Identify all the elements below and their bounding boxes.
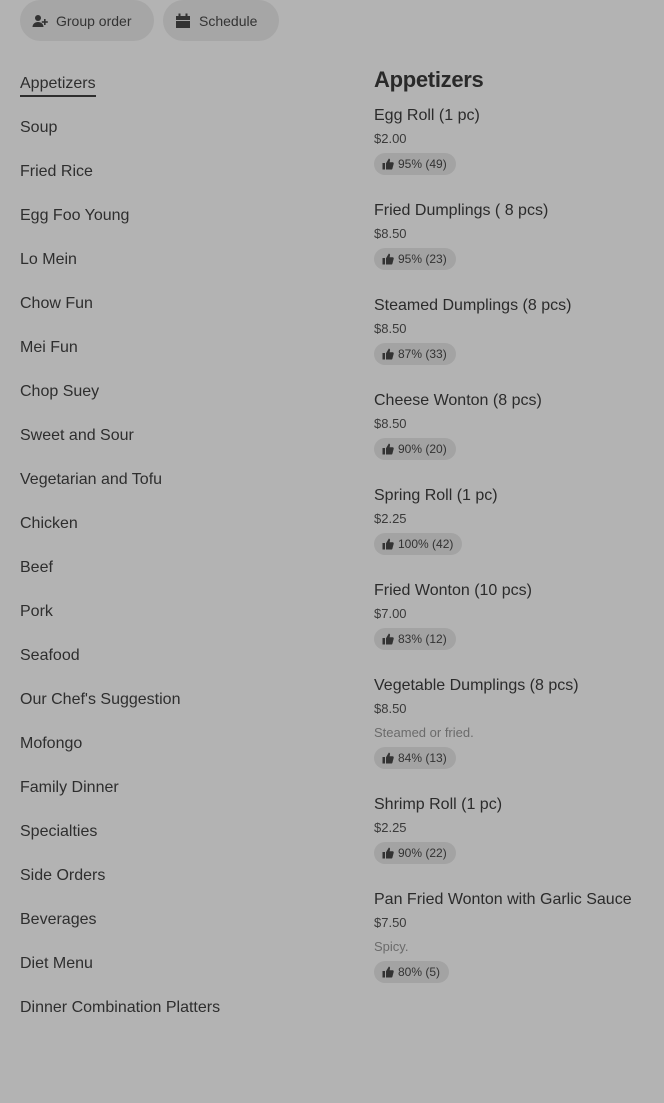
sidebar-item-label: Seafood (20, 647, 80, 664)
thumbs-up-icon (382, 752, 394, 764)
sidebar-item-label: Specialties (20, 823, 98, 840)
schedule-button[interactable] (163, 0, 279, 41)
rating-text: 87% (33) (398, 347, 447, 361)
thumbs-up-icon (382, 633, 394, 645)
menu-item-price: $7.00 (374, 606, 407, 621)
rating-badge (374, 961, 449, 983)
sidebar-item-label: Mei Fun (20, 339, 78, 356)
thumbs-up-icon (382, 348, 394, 360)
sidebar-item-seafood[interactable] (20, 634, 340, 678)
rating-badge (374, 438, 456, 460)
sidebar-item-dinner-combination-platters[interactable] (20, 986, 340, 1030)
rating-text: 100% (42) (398, 537, 454, 551)
menu-item-name: Spring Roll (1 pc) (374, 487, 498, 504)
sidebar-item-diet-menu[interactable] (20, 942, 340, 986)
thumbs-up-icon (382, 966, 394, 978)
top-actions (20, 0, 279, 42)
menu-item-description: Steamed or fried. (374, 725, 474, 740)
sidebar-item-label: Dinner Combination Platters (20, 999, 221, 1016)
menu-item-name: Steamed Dumplings (8 pcs) (374, 297, 572, 314)
menu-item[interactable] (374, 296, 659, 365)
rating-badge (374, 628, 456, 650)
sidebar-item-family-dinner[interactable] (20, 766, 340, 810)
thumbs-up-icon (382, 538, 394, 550)
sidebar-item-label: Chicken (20, 515, 78, 532)
sidebar-item-label: Side Orders (20, 867, 106, 884)
menu-item-price: $2.25 (374, 820, 407, 835)
sidebar-item-label: Mofongo (20, 735, 83, 752)
sidebar-item-vegetarian-and-tofu[interactable] (20, 458, 340, 502)
sidebar-item-label: Lo Mein (20, 251, 77, 268)
person-add-icon (32, 13, 48, 29)
menu-item-name: Cheese Wonton (8 pcs) (374, 392, 542, 409)
rating-text: 90% (20) (398, 442, 447, 456)
sidebar-item-label: Chop Suey (20, 383, 100, 400)
group-order-label: Group order (56, 12, 132, 29)
thumbs-up-icon (382, 847, 394, 859)
menu-item-name: Pan Fried Wonton with Garlic Sauce (374, 891, 632, 908)
thumbs-up-icon (382, 158, 394, 170)
menu-item[interactable] (374, 795, 659, 864)
rating-text: 83% (12) (398, 632, 447, 646)
sidebar-item-label: Vegetarian and Tofu (20, 471, 163, 488)
sidebar-item-mei-fun[interactable] (20, 326, 340, 370)
sidebar-item-chicken[interactable] (20, 502, 340, 546)
thumbs-up-icon (382, 443, 394, 455)
rating-text: 95% (49) (398, 157, 447, 171)
rating-badge (374, 842, 456, 864)
sidebar-item-egg-foo-young[interactable] (20, 194, 340, 238)
rating-badge (374, 747, 456, 769)
menu-item-description: Spicy. (374, 939, 409, 954)
rating-badge (374, 153, 456, 175)
sidebar-item-label: Egg Foo Young (20, 207, 130, 224)
sidebar-item-mofongo[interactable] (20, 722, 340, 766)
sidebar-item-sweet-and-sour[interactable] (20, 414, 340, 458)
sidebar-item-beef[interactable] (20, 546, 340, 590)
rating-badge (374, 343, 456, 365)
sidebar-item-specialties[interactable] (20, 810, 340, 854)
sidebar-item-side-orders[interactable] (20, 854, 340, 898)
sidebar-item-label: Pork (20, 603, 53, 620)
menu-item[interactable] (374, 106, 659, 175)
section-title: Appetizers (374, 67, 484, 92)
sidebar-item-chefs-suggestion[interactable] (20, 678, 340, 722)
schedule-label: Schedule (199, 12, 258, 29)
sidebar-item-label: Family Dinner (20, 779, 119, 796)
sidebar-item-label: Beef (20, 559, 53, 576)
calendar-icon (175, 13, 191, 29)
menu-item-price: $7.50 (374, 915, 407, 930)
sidebar-item-chow-fun[interactable] (20, 282, 340, 326)
rating-text: 84% (13) (398, 751, 447, 765)
sidebar-item-label: Sweet and Sour (20, 427, 134, 444)
menu-item[interactable] (374, 486, 659, 555)
sidebar-item-label: Diet Menu (20, 955, 93, 972)
menu-item-name: Fried Dumplings ( 8 pcs) (374, 202, 549, 219)
menu-section (374, 62, 659, 1009)
menu-item[interactable] (374, 201, 659, 270)
sidebar-item-label: Our Chef's Suggestion (20, 691, 181, 708)
sidebar-item-fried-rice[interactable] (20, 150, 340, 194)
sidebar-item-label: Appetizers (20, 75, 96, 97)
rating-badge (374, 533, 462, 555)
menu-item-price: $8.50 (374, 416, 407, 431)
sidebar-item-label: Beverages (20, 911, 97, 928)
rating-text: 80% (5) (398, 965, 441, 979)
menu-item[interactable] (374, 581, 659, 650)
menu-item-price: $8.50 (374, 321, 407, 336)
category-sidebar (20, 62, 340, 1030)
sidebar-item-label: Chow Fun (20, 295, 93, 312)
sidebar-item-soup[interactable] (20, 106, 340, 150)
sidebar-item-appetizers[interactable] (20, 62, 340, 106)
sidebar-item-chop-suey[interactable] (20, 370, 340, 414)
rating-text: 95% (23) (398, 252, 447, 266)
menu-item-price: $2.25 (374, 511, 407, 526)
menu-item-price: $8.50 (374, 226, 407, 241)
sidebar-item-lo-mein[interactable] (20, 238, 340, 282)
rating-badge (374, 248, 456, 270)
rating-text: 90% (22) (398, 846, 447, 860)
menu-item-name: Shrimp Roll (1 pc) (374, 796, 503, 813)
sidebar-item-beverages[interactable] (20, 898, 340, 942)
menu-item[interactable] (374, 676, 659, 769)
menu-item-name: Vegetable Dumplings (8 pcs) (374, 677, 579, 694)
menu-item[interactable] (374, 890, 659, 983)
menu-item-name: Fried Wonton (10 pcs) (374, 582, 532, 599)
group-order-button[interactable] (20, 0, 154, 41)
menu-item-price: $2.00 (374, 131, 407, 146)
menu-item[interactable] (374, 391, 659, 460)
menu-item-name: Egg Roll (1 pc) (374, 107, 480, 124)
thumbs-up-icon (382, 253, 394, 265)
sidebar-item-pork[interactable] (20, 590, 340, 634)
menu-item-price: $8.50 (374, 701, 407, 716)
sidebar-item-label: Soup (20, 119, 58, 136)
sidebar-item-label: Fried Rice (20, 163, 93, 180)
